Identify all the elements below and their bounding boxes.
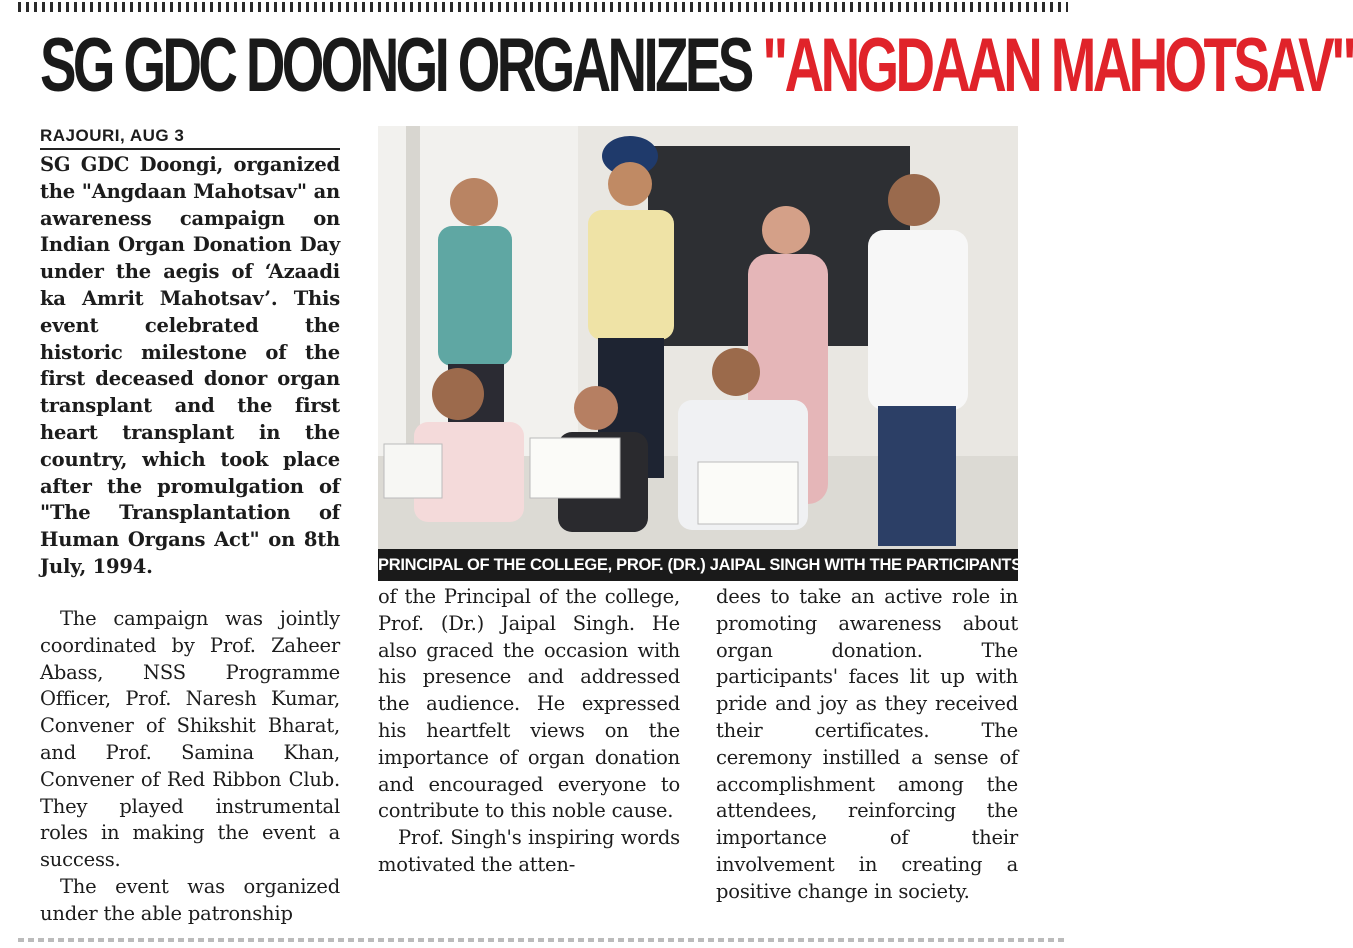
bottom-rule <box>18 938 1068 942</box>
lead-paragraph: SG GDC Doongi, organized the "Angdaan Mahotsav" an awareness campaign on Indian Organ Donation Day under the aegis of ‘Azaadi ka Amrit Mahotsav’. This event celebrated the historic milestone of the first deceased donor organ transplant and the first heart transplant in the country, which took place after the promulgation of "The Transplantation of Human Organs Act" on 8th July, 1994. <box>40 153 340 578</box>
article-column-2 <box>378 584 680 879</box>
top-dotted-rule <box>18 2 1068 12</box>
col3-paragraph-1: dees to take an active role in promoting awareness about organ donation. The participants' faces lit up with pride and joy as they received their certificates. The ceremony instilled a sense of accomplishment among the attendees, reinforcing the importance of their involvement in creating a positive change in society. <box>716 585 1018 903</box>
news-photo <box>378 126 1022 581</box>
article-column-1 <box>40 606 340 928</box>
col2-paragraph-1: of the Principal of the college, Prof. (Dr.) Jaipal Singh. He also graced the occasion with his presence and addressed the audience. He expressed his heartfelt views on the importance of organ donation and encouraged everyone to contribute to this noble cause. <box>378 585 680 823</box>
col2-paragraph-2: Prof. Singh's inspiring words motivated the atten- <box>378 826 680 876</box>
article-column-1-lead <box>40 152 340 581</box>
photo-caption: PRINCIPAL OF THE COLLEGE, PROF. (DR.) JAIPAL SINGH WITH THE PARTICIPANTS <box>378 549 1018 581</box>
dateline: RAJOURI, AUG 3 <box>40 126 340 150</box>
col1-paragraph-2: The campaign was jointly coordinated by Prof. Zaheer Abass, NSS Programme Officer, Prof. Naresh Kumar, Convener of Shikshit Bharat, and Prof. Samina Khan, Convener of Red Ribbon Club. They played instrumental roles in making the event a success. <box>40 607 340 872</box>
col1-paragraph-3: The event was organized under the able patronship <box>40 874 340 925</box>
headline <box>40 16 1353 116</box>
group-photo-illustration <box>378 126 1018 549</box>
headline-red: "ANGDAAN MAHOTSAV" <box>762 23 1353 108</box>
article-column-3 <box>716 584 1018 906</box>
headline-black: SG GDC DOONGI ORGANIZES <box>40 23 763 108</box>
